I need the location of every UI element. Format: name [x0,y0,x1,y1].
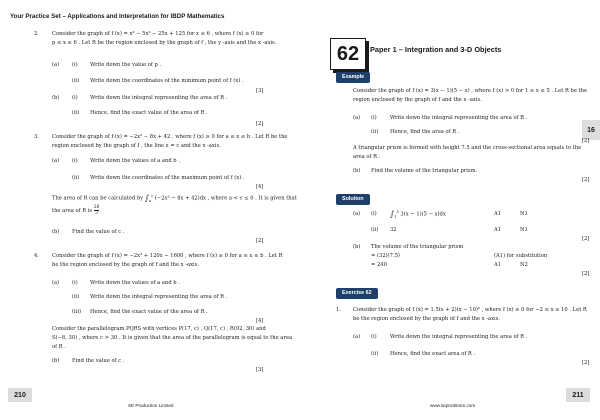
example-stem-line1: Consider the graph of f (x) = 3(x − 1)(5 − x) , where f (x) > 0 for 1 ≤ x ≤ 5 . Let R be the [353,88,588,94]
q3-area-period: . [99,208,102,214]
q2-stem-line1: Consider the graph of f (x) = x³ − 5x² − 25x + 125 for x ≤ 6 , where f (x) ≥ 0 for [52,31,264,37]
q2a-i-label: (i) [72,62,78,68]
example-b-marks: [2] [582,177,590,183]
example-prism-line1: A triangular prism is formed with height 7.5 and the cross-sectional area equals to the [353,145,582,151]
example-a-label: (a) [353,115,361,121]
side-chapter-tab: 16 [582,120,600,140]
example-a-ii-label: (ii) [371,129,379,135]
page-header-title: Your Practice Set – Applications and Interpretation for IBDP Mathematics [10,13,225,20]
q3a-ii-text: Write down the coordinates of the maximum point of f (x) . [90,175,245,181]
q2b-i-text: Write down the integral representing the area of R . [90,95,228,101]
solution-b-line2: = (32)(7.5) [371,253,400,259]
q3a-i-text: Write down the values of a and b . [90,158,180,164]
q2-stem-line2: p ≤ x ≤ 6 . Let R be the region enclosed by the graph of f , the y -axis and the x -axis. [52,40,277,46]
exercise-q1a-ii-text: Hence, find the exact area of R . [390,351,476,357]
solution-b-marks: [2] [582,271,590,277]
fraction-denominator: 3 [95,211,98,216]
q5-stem-line2: S(−8, 30) , where c > 30 . It is given that the area of the parallelogram is equal to the area [52,335,293,341]
example-a-i-label: (i) [371,115,377,121]
example-prism-line2: area of R . [353,154,381,160]
solution-a-ii-mark1: A1 [494,227,502,233]
solution-b-line3-mark2: N2 [520,262,528,268]
solution-a-i-mark2: N1 [520,211,528,217]
q3-stem-line2: region enclosed by the graph of f , the line x = c and the x -axis. [52,143,221,149]
q4a-marks: [4] [256,318,264,324]
solution-a-i-integral [390,209,446,221]
footer-website: www.seprodstore.com [430,403,476,408]
solution-b-line2-mark: (A1) for substitution [494,253,548,259]
q3-number: 3. [34,134,39,140]
q2a-marks: [3] [256,88,264,94]
q2a-i-text: Write down the value of p . [90,62,162,68]
q5b-marks: [3] [256,367,264,373]
q4-number: 4. [34,253,39,259]
q5b-label: (b) [52,358,60,364]
q2b-label: (b) [52,95,60,101]
q3-area-intro: The area of R can be calculated by [52,195,144,202]
q4a-iii-label: (iii) [72,309,82,315]
example-a-i-text: Write down the integral representing the area of R . [390,115,528,121]
q4a-ii-label: (ii) [72,294,80,300]
exercise-q1a-label: (a) [353,334,361,340]
q2a-ii-text: Write down the coordinates of the minimum point of f (x) . [90,78,244,84]
integral-sign: ∫ [390,209,395,219]
example-badge: Example [336,72,370,83]
q2b-ii-text: Hence, find the exact value of the area of R . [90,110,208,116]
q2b-marks: [2] [256,121,264,127]
solution-a-i-label: (i) [371,211,377,217]
example-a-marks: [2] [582,138,590,144]
example-b-text: Find the volume of the triangular prism. [371,168,478,174]
q3-area-integrand: (−2x² − 8x + 42)dx , where a < c ≤ 0 . It is given that [154,195,297,202]
q3a-marks: [4] [256,184,264,190]
example-b-label: (b) [353,168,361,174]
exercise-badge: Exercise 62 [336,288,378,299]
chapter-title: Paper 1 – Integration and 3-D Objects [370,45,502,54]
q2a-label: (a) [52,62,60,68]
exercise-q1a-marks: [2] [582,360,590,366]
q3-area-sentence [52,193,297,205]
chapter-number-box: 62 [330,38,366,70]
solution-a-ii-label: (ii) [371,227,379,233]
q4-stem-line2: be the region enclosed by the graph of f and the x -axis. [52,262,200,268]
q4a-i-label: (i) [72,280,78,286]
exercise-q1a-i-text: Write down the integral representing the area of R . [390,334,528,340]
solution-lower-limit: 1 [394,214,397,219]
q3b-text: Find the value of c . [72,229,125,235]
solution-a-marks: [2] [582,236,590,242]
q4a-label: (a) [52,280,60,286]
page-number-right: 211 [566,388,590,402]
solution-b-line1: The volume of the triangular prism [371,244,464,250]
q5-stem-line1: Consider the parallelogram PQRS with vertices P(17, c) , Q(17, c) , R(92, 30) and [52,326,266,332]
exercise-q1a-ii-label: (ii) [371,351,379,357]
q3a-i-label: (i) [72,158,78,164]
q2b-i-label: (i) [72,95,78,101]
q3a-label: (a) [52,158,60,164]
solution-integrand: 3(x − 1)(5 − x)dx [400,211,446,218]
example-stem-line2: region enclosed by the graph of f and the x -axis. [353,97,482,103]
q2-number: 2. [34,31,39,37]
q4-stem-line1: Consider the graph of f (x) = −2x³ + 120x − 1600 , where f (x) ≥ 0 for a ≤ x ≤ b . Let R [52,253,283,259]
fraction-numerator: 28 [93,205,100,210]
solution-badge: Solution [336,194,370,205]
q2a-ii-label: (ii) [72,78,80,84]
exercise-q1-stem-line2: be the region enclosed by the graph of f and the x -axis. [353,316,501,322]
q3-area-value-sentence [52,205,101,216]
q3-lower-limit: a [149,198,152,203]
footer-publisher: SE Production Limited [128,403,174,408]
q4a-ii-text: Write down the integral representing the area of R . [90,294,228,300]
solution-a-ii-mark2: N1 [520,227,528,233]
page-number-left: 210 [8,388,32,402]
q5b-text: Find the value of c . [72,358,125,364]
solution-a-label: (a) [353,211,361,217]
example-a-ii-text: Hence, find the area of R . [390,129,460,135]
q3b-label: (b) [52,229,60,235]
q3-upper-limit: c [151,194,154,198]
exercise-q1-stem-line1: Consider the graph of f (x) = 1.5(x + 2)(x − 10)² , where f (x) ≥ 0 for −2 ≤ x ≤ 10 . Let R [353,307,587,313]
exercise-q1a-i-label: (i) [371,334,377,340]
exercise-q1-number: 1. [336,307,341,313]
solution-a-ii-text: 32 [390,227,397,233]
q3a-ii-label: (ii) [72,175,80,181]
q3-area-value-intro: the area of R is [52,208,93,214]
q3-stem-line1: Consider the graph of f (x) = −2x² − 8x + 42 , where f (x) ≥ 0 for a ≤ x ≤ b . Let R be the [52,134,288,140]
solution-b-label: (b) [353,244,361,250]
q4a-i-text: Write down the values of a and b . [90,280,180,286]
q3b-marks: [2] [256,238,264,244]
q2b-ii-label: (ii) [72,110,80,116]
q5-stem-line3: of R . [52,344,66,350]
solution-b-line3: = 240 [371,262,387,268]
q4a-iii-text: Hence, find the exact value of the area of R . [90,309,208,315]
integral-sign: ∫ [144,193,150,203]
solution-a-i-mark1: A1 [494,211,502,217]
solution-b-line3-mark1: A1 [494,262,502,268]
solution-upper-limit: 5 [396,210,399,214]
